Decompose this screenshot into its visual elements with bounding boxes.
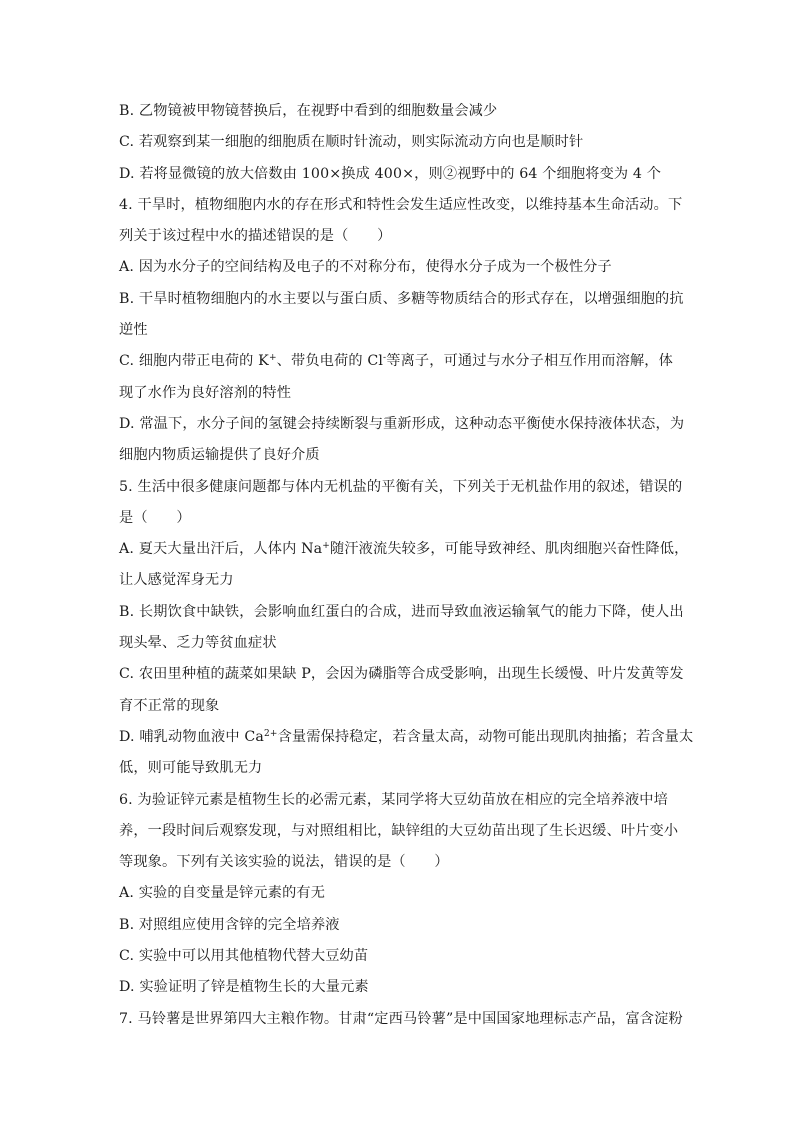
option-c-q5: C. 农田里种植的蔬菜如果缺 P，会因为磷脂等合成受影响，出现生长缓慢、叶片发黄等发	[119, 666, 684, 683]
superscript: +	[322, 541, 330, 552]
option-d-q4-cont: 细胞内物质运输提供了良好介质	[119, 447, 320, 464]
text-run: D. 哺乳动物血液中 Ca	[119, 728, 264, 745]
document-page	[119, 96, 694, 1035]
question-6-stem-cont2: 等现象。下列有关该实验的说法，错误的是（ ）	[119, 854, 449, 871]
option-d-q5-cont: 低，则可能导致肌无力	[119, 760, 263, 777]
question-7-stem: 7. 马铃薯是世界第四大主粮作物。甘肃“定西马铃薯”是中国国家地理标志产品，富含淀粉	[119, 1010, 683, 1027]
option-b-q6: B. 对照组应使用含锌的完全培养液	[119, 916, 340, 933]
option-d-q5	[119, 722, 694, 753]
question-6-stem: 6. 为验证锌元素是植物生长的必需元素，某同学将大豆幼苗放在相应的完全培养液中培	[119, 791, 668, 808]
superscript: +	[268, 353, 277, 364]
option-a-q5-cont: 让人感觉浑身无力	[119, 572, 234, 589]
option-a-q5	[119, 534, 689, 565]
option-c-q5-cont: 育不正常的现象	[119, 697, 220, 714]
option-c-q6: C. 实验中可以用其他植物代替大豆幼苗	[119, 948, 369, 965]
question-4-stem-cont: 列关于该过程中水的描述错误的是（ ）	[119, 228, 392, 245]
question-5-stem-cont: 是（ ）	[119, 509, 191, 526]
text-run: 等离子，可通过与水分子相互作用而溶解，体	[386, 353, 673, 370]
option-b-q4: B. 干旱时植物细胞内的水主要以与蛋白质、多糖等物质结合的形式存在，以增强细胞的抗	[119, 290, 684, 307]
question-4-stem: 4. 干旱时，植物细胞内水的存在形式和特性会发生适应性改变，以维持基本生命活动。下	[119, 196, 683, 213]
superscript: 2+	[263, 728, 278, 739]
text-run: C. 细胞内带正电荷的 K	[119, 353, 269, 370]
option-b-q5: B. 长期饮食中缺铁，会影响血红蛋白的合成，进而导致血液运输氧气的能力下降，使人出	[119, 603, 684, 620]
option-c-q4	[119, 346, 679, 377]
option-d-q4: D. 常温下，水分子间的氢键会持续断裂与重新形成，这种动态平衡使水保持液体状态，为	[119, 415, 685, 432]
text-run: 随汗液流失较多，可能导致神经、肌肉细胞兴奋性降低，	[329, 541, 689, 558]
text-run: 、带负电荷的 Cl	[276, 353, 384, 370]
superscript: -	[383, 353, 387, 364]
option-b-q3: B. 乙物镜被甲物镜替换后，在视野中看到的细胞数量会减少	[119, 103, 498, 119]
question-6-stem-cont: 养，一段时间后观察发现，与对照组相比，缺锌组的大豆幼苗出现了生长迟缓、叶片变小	[119, 822, 679, 839]
option-c-q4-cont: 现了水作为良好溶剂的特性	[119, 384, 292, 401]
option-c-q3: C. 若观察到某一细胞的细胞质在顺时针流动，则实际流动方向也是顺时针	[119, 134, 584, 151]
option-a-q6: A. 实验的自变量是锌元素的有无	[119, 885, 326, 902]
option-b-q5-cont: 现头晕、乏力等贫血症状	[119, 635, 277, 652]
option-d-q6: D. 实验证明了锌是植物生长的大量元素	[119, 979, 369, 996]
option-b-q4-cont: 逆性	[119, 322, 148, 339]
option-a-q4: A. 因为水分子的空间结构及电子的不对称分布，使得水分子成为一个极性分子	[119, 259, 612, 276]
option-d-q3: D. 若将显微镜的放大倍数由 100×换成 400×，则②视野中的 64 个细胞将变为 4 个	[119, 165, 662, 182]
text-run: A. 夏天大量出汗后，人体内 Na	[119, 541, 323, 558]
text-run: 含量需保持稳定，若含量太高，动物可能出现肌肉抽搐；若含量太	[277, 728, 694, 745]
question-5-stem: 5. 生活中很多健康问题都与体内无机盐的平衡有关，下列关于无机盐作用的叙述，错误的	[119, 478, 683, 495]
